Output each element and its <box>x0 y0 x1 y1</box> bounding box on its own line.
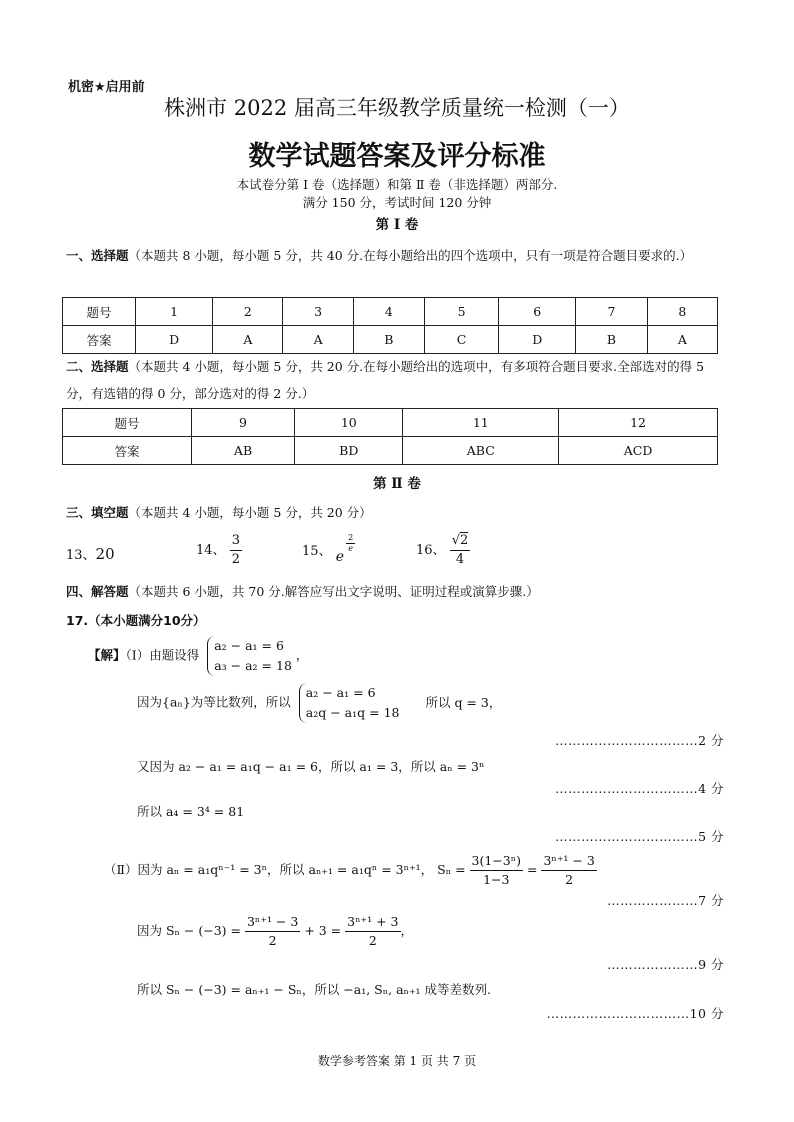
row-label: 答案 <box>63 326 136 354</box>
exponent-fraction <box>346 533 355 554</box>
equation-system <box>207 636 292 676</box>
numerator: 2 <box>348 533 354 542</box>
line-text: 因为 <box>137 694 163 710</box>
part2-heading: 二、选择题 <box>66 359 129 374</box>
line-text: 由题设得 <box>149 647 200 663</box>
numerator: 3ⁿ⁺¹ − 3 <box>541 852 596 871</box>
line-text: 因为 Sₙ − (−3) = <box>137 923 241 938</box>
equation: a₂ − a₁ = 6 <box>305 685 376 700</box>
numerator: 3ⁿ⁺¹ − 3 <box>245 913 300 932</box>
question-number: 4 <box>353 298 424 326</box>
part4-header <box>66 578 730 605</box>
fill-answer-14 <box>196 532 242 569</box>
numerator: 3ⁿ⁺¹ + 3 <box>345 913 400 932</box>
denominator: 4 <box>455 552 465 567</box>
row-label: 答案 <box>63 437 192 465</box>
solution-line-7: 所以 Sₙ − (−3) = aₙ₊₁ − Sₙ，所以 −a₁, Sₙ, aₙ₊₁ 成等差数列. <box>137 982 492 997</box>
denominator: 2 <box>268 933 277 948</box>
solution-label: 【解】 <box>88 647 126 663</box>
fill-answer-13 <box>66 544 115 563</box>
intro-line-2: 满分 150 分，考试时间 120 分钟 <box>302 195 492 210</box>
equation: a₂q − a₁q = 18 <box>305 705 400 720</box>
question-label: 13、 <box>66 548 96 563</box>
fraction <box>541 852 596 889</box>
answer-cell: A <box>647 326 717 354</box>
score-marker: …………………7 分 <box>607 893 724 908</box>
answer-cell: D <box>136 326 213 354</box>
table-row <box>63 409 718 437</box>
sequence-symbol: {aₙ} <box>162 694 191 710</box>
question-number: 6 <box>499 298 576 326</box>
question-number: 11 <box>403 409 559 437</box>
part2-header <box>66 353 730 407</box>
solution-line-3: 又因为 a₂ − a₁ = a₁q − a₁ = 6，所以 a₁ = 3，所以 aₙ = 3ⁿ <box>137 759 485 774</box>
fraction <box>245 913 300 950</box>
answer-cell: D <box>499 326 576 354</box>
answer-cell: ABC <box>403 437 559 465</box>
equation-system <box>299 683 400 723</box>
part4-heading: 四、解答题 <box>66 584 129 599</box>
equation: a₃ − a₂ = 18 <box>214 658 292 673</box>
question-number: 9 <box>192 409 295 437</box>
equation: a₂ − a₁ = 6 <box>214 638 284 653</box>
score-marker: ……………………………10 分 <box>546 1006 724 1021</box>
fraction <box>450 532 471 569</box>
confidential-mark: 机密★启用前 <box>68 80 145 95</box>
exam-title: 株洲市 2022 届高三年级教学质量统一检测（一） <box>164 96 630 120</box>
part2-desc: （本题共 4 小题，每小题 5 分，共 20 分.在每小题给出的选项中，有多项符合题目要求.全部选对的得 5 分，有选错的得 0 分，部分选对的得 2 分.） <box>66 359 705 401</box>
part1-header <box>66 242 730 269</box>
score-marker: ……………………………5 分 <box>555 829 724 844</box>
part4-desc: （本题共 6 小题，共 70 分.解答应写出文字说明、证明过程或演算步骤.） <box>128 584 539 599</box>
denominator: 2 <box>368 933 377 948</box>
row-label: 题号 <box>63 409 192 437</box>
score-marker: ……………………………2 分 <box>555 733 724 748</box>
table-row <box>63 437 718 465</box>
answer-cell: A <box>283 326 353 354</box>
part3-header <box>66 499 730 526</box>
denominator: 1−3 <box>483 872 510 887</box>
volume-1-heading: 第 Ⅰ 卷 <box>375 217 419 233</box>
line-text: ， <box>400 923 414 938</box>
question-label: 15、 <box>302 544 332 559</box>
score-marker: …………………9 分 <box>607 957 724 972</box>
solution-line-6 <box>137 913 413 950</box>
base-e: e <box>335 549 344 565</box>
line-text: + 3 = <box>304 923 342 938</box>
part-label: （Ⅱ） <box>104 862 138 877</box>
solution-line-2 <box>137 683 501 723</box>
denominator: 2 <box>231 552 240 567</box>
line-text: Sₙ = <box>437 862 466 877</box>
answer-cell: B <box>576 326 647 354</box>
question-number: 2 <box>213 298 283 326</box>
volume-2-heading: 第 Ⅱ 卷 <box>373 476 421 492</box>
question-number: 8 <box>647 298 717 326</box>
part3-heading: 三、填空题 <box>66 505 129 520</box>
answer-cell: BD <box>295 437 403 465</box>
table-row <box>63 298 718 326</box>
part3-desc: （本题共 4 小题，每小题 5 分，共 20 分） <box>128 505 372 520</box>
denominator: 2 <box>565 872 574 887</box>
part2-answer-table <box>62 408 718 465</box>
question-number: 10 <box>295 409 403 437</box>
q17-title: 17.（本小题满分10分） <box>66 613 206 628</box>
question-number: 3 <box>283 298 353 326</box>
question-number: 1 <box>136 298 213 326</box>
answer-cell: C <box>425 326 499 354</box>
numerator: 3(1−3ⁿ) <box>470 852 524 871</box>
question-number: 12 <box>559 409 718 437</box>
table-row <box>63 326 718 354</box>
fraction <box>345 913 400 950</box>
question-label: 14、 <box>196 543 226 558</box>
numerator: 3 <box>230 532 242 551</box>
line-text: 为等比数列，所以 <box>190 694 291 710</box>
answer-value: 20 <box>95 545 115 563</box>
part1-heading: 一、选择题 <box>66 248 129 263</box>
intro-line-1: 本试卷分第 Ⅰ 卷（选择题）和第 Ⅱ 卷（非选择题）两部分. <box>236 177 558 192</box>
page-footer: 数学参考答案 第 1 页 共 7 页 <box>317 1054 477 1068</box>
solution-line-4: 所以 a₄ = 3⁴ = 81 <box>137 804 245 819</box>
answer-cell: AB <box>192 437 295 465</box>
fill-answer-16 <box>416 532 470 569</box>
part1-answer-table <box>62 297 718 354</box>
question-label: 16、 <box>416 543 446 558</box>
fill-answer-15 <box>302 533 357 565</box>
line-text: 所以 q = 3， <box>425 694 502 710</box>
answer-cell: ACD <box>559 437 718 465</box>
denominator: e <box>348 544 354 553</box>
question-number: 5 <box>425 298 499 326</box>
answer-cell: B <box>353 326 424 354</box>
document-title: 数学试题答案及评分标准 <box>248 141 546 172</box>
solution-line-5: （Ⅱ）因为 aₙ = a₁qⁿ⁻¹ = 3ⁿ，所以 aₙ₊₁ = a₁qⁿ = 3ⁿ⁺¹， Sₙ = $\frac{\text{3(1−3ⁿ)}}{1-3}$ = $\frac{\text{3ⁿ⁺¹ − 3}}{2}$ <box>104 853 595 887</box>
sqrt-icon: √ <box>451 533 460 548</box>
part1-desc: （本题共 8 小题，每小题 5 分，共 40 分.在每小题给出的四个选项中，只有一项是符合题目要求的.） <box>128 248 693 263</box>
radicand: 2 <box>459 533 469 548</box>
part-label: （Ⅰ） <box>125 647 150 663</box>
numerator <box>450 532 471 551</box>
question-number: 7 <box>576 298 647 326</box>
score-marker: ……………………………4 分 <box>555 781 724 796</box>
fraction <box>230 532 242 569</box>
answer-cell: A <box>213 326 283 354</box>
row-label: 题号 <box>63 298 136 326</box>
solution-line-1: 【解】（Ⅰ）由题设得 a₂ − a₁ = 6 a₃ − a₂ = 18 ， <box>88 636 308 676</box>
line-text: 因为 aₙ = a₁qⁿ⁻¹ = 3ⁿ，所以 aₙ₊₁ = a₁qⁿ = 3ⁿ⁺¹， <box>137 862 434 877</box>
fraction <box>470 852 524 889</box>
